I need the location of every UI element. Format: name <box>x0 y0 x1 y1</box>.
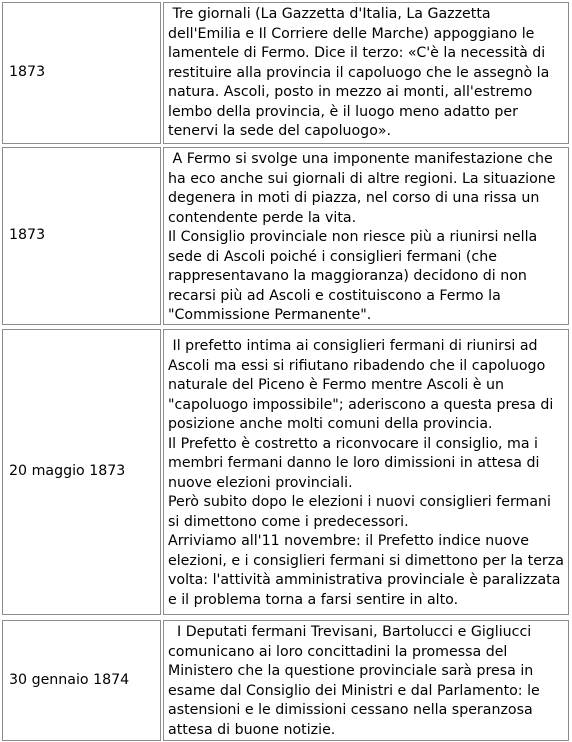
table-row <box>0 620 572 741</box>
date-cell <box>2 620 161 741</box>
event-cell <box>163 620 569 741</box>
table-row <box>0 2 572 144</box>
table-row <box>0 329 572 615</box>
event-paragraph: Il prefetto intima ai consiglieri fermani di riunirsi ad Ascoli ma essi si rifiutano ribadendo che il capoluogo naturale del Piceno è Fermo mentre Ascoli è un "capoluogo impossibile"; aderiscono a questa presa di posizione anche molti comuni della provincia. <box>168 338 558 432</box>
event-cell <box>163 329 569 615</box>
event-paragraph: A Fermo si svolge una imponente manifestazione che ha eco anche sui giornali di altre regioni. La situazione degenera in moti di piazza, nel corso di una rissa un contendente perde la vita. <box>168 151 560 226</box>
event-cell <box>163 147 569 325</box>
date-label: 1873 <box>9 227 46 244</box>
date-label: 20 maggio 1873 <box>9 463 126 480</box>
date-cell <box>2 2 161 144</box>
event-paragraph: Il Prefetto è costretto a riconvocare il consiglio, ma i membri fermani danno le loro dimissioni in attesa di nuove elezioni provinciali. <box>168 435 544 491</box>
date-label: 1873 <box>9 64 46 81</box>
table-row <box>0 147 572 325</box>
event-paragraph: Il Consiglio provinciale non riesce più a riunirsi nella sede di Ascoli poiché i consiglieri fermani (che rappresentavano la maggioranza) decidono di non recarsi più ad Ascoli e costituiscono a Fermo la "Commissione Permanente". <box>168 229 542 323</box>
event-cell <box>163 2 569 144</box>
date-label: 30 gennaio 1874 <box>9 671 130 688</box>
date-cell <box>2 329 161 615</box>
event-paragraph: Tre giornali (La Gazzetta d'Italia, La Gazzetta dell'Emilia e Il Corriere delle Marche) appoggiano le lamentele di Fermo. Dice il terzo: «C'è la necessità di restituire alla provincia il capoluogo che le assegnò la natura. Ascoli, posto in mezzo ai monti, all'estremo lembo della provincia, è il luogo meno adatto per tenervi la sede del capoluogo». <box>168 6 554 139</box>
date-cell <box>2 147 161 325</box>
event-paragraph: Arriviamo all'11 novembre: il Prefetto indice nuove elezioni, e i consiglieri fermani si dimettono per la terza volta: l'attività amministrativa provinciale è paralizzata e il problema torna a farsi sentire in alto. <box>168 533 569 608</box>
event-paragraph: Però subito dopo le elezioni i nuovi consiglieri fermani si dimettono come i predecessori. <box>168 494 556 530</box>
event-paragraph: I Deputati fermani Trevisani, Bartolucci e Gigliucci comunicano ai loro concittadini la promessa del Ministero che la questione provinciale sarà presa in esame dal Consiglio dei Ministri e dal Parlamento: le astensioni e le dimissioni cessano nella speranzosa attesa di buone notizie. <box>168 624 545 738</box>
